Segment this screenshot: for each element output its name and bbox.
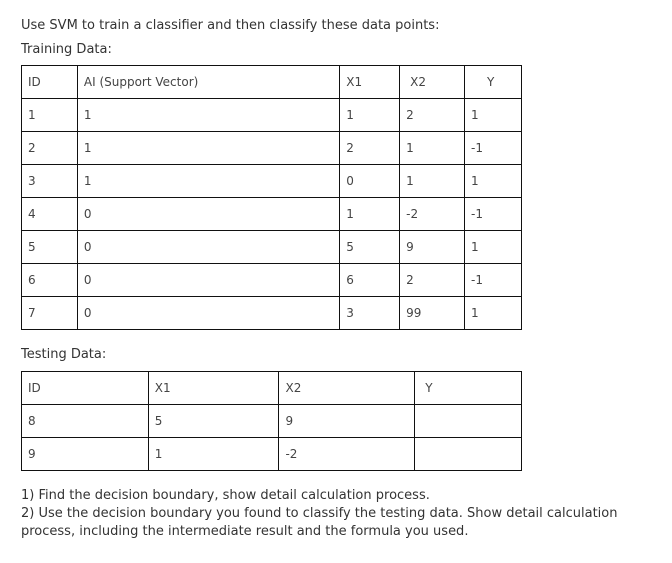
cell-y: 1 xyxy=(465,165,522,198)
header-id: ID xyxy=(22,66,78,99)
header-ai: AI (Support Vector) xyxy=(77,66,339,99)
table-row xyxy=(22,198,522,231)
header-id: ID xyxy=(22,372,149,405)
cell-y: -1 xyxy=(465,132,522,165)
cell-y: 1 xyxy=(465,297,522,330)
question-1: 1) Find the decision boundary, show detail calculation process. xyxy=(21,488,430,503)
header-x1: X1 xyxy=(148,372,279,405)
cell-x2: 2 xyxy=(400,99,465,132)
intro-text: Use SVM to train a classifier and then classify these data points: xyxy=(21,18,440,33)
header-x2: X2 xyxy=(279,372,415,405)
question-2: 2) Use the decision boundary you found to classify the testing data. Show detail calculation process, including the intermediate result and the formula you used. xyxy=(21,506,618,539)
cell-ai: 0 xyxy=(77,297,339,330)
cell-x1: 3 xyxy=(340,297,400,330)
testing-title: Testing Data: xyxy=(21,347,107,362)
header-x1: X1 xyxy=(340,66,400,99)
testing-header-row xyxy=(22,372,522,405)
table-row xyxy=(22,297,522,330)
cell-id: 7 xyxy=(22,297,78,330)
cell-ai: 1 xyxy=(77,99,339,132)
table-row xyxy=(22,405,522,438)
cell-x2: -2 xyxy=(279,438,415,471)
cell-x1: 0 xyxy=(340,165,400,198)
cell-ai: 0 xyxy=(77,198,339,231)
cell-x2: 99 xyxy=(400,297,465,330)
cell-x1: 1 xyxy=(340,198,400,231)
cell-x2: 9 xyxy=(279,405,415,438)
cell-x2: 1 xyxy=(400,132,465,165)
table-row xyxy=(22,231,522,264)
cell-id: 9 xyxy=(22,438,149,471)
cell-x1: 6 xyxy=(340,264,400,297)
table-row xyxy=(22,99,522,132)
cell-y: -1 xyxy=(465,264,522,297)
testing-table xyxy=(21,371,522,471)
table-row xyxy=(22,438,522,471)
header-y: Y xyxy=(465,66,522,99)
cell-ai: 0 xyxy=(77,231,339,264)
cell-id: 2 xyxy=(22,132,78,165)
cell-x1: 5 xyxy=(148,405,279,438)
cell-id: 8 xyxy=(22,405,149,438)
cell-y: 1 xyxy=(465,231,522,264)
cell-ai: 0 xyxy=(77,264,339,297)
cell-id: 6 xyxy=(22,264,78,297)
header-y: Y xyxy=(415,372,522,405)
cell-ai: 1 xyxy=(77,165,339,198)
cell-y: -1 xyxy=(465,198,522,231)
cell-y: 1 xyxy=(465,99,522,132)
cell-x1: 5 xyxy=(340,231,400,264)
cell-x1: 1 xyxy=(340,99,400,132)
header-x2: X2 xyxy=(400,66,465,99)
cell-y xyxy=(415,438,522,471)
cell-id: 3 xyxy=(22,165,78,198)
cell-y xyxy=(415,405,522,438)
cell-x1: 2 xyxy=(340,132,400,165)
table-row xyxy=(22,165,522,198)
cell-x2: 9 xyxy=(400,231,465,264)
cell-x1: 1 xyxy=(148,438,279,471)
training-table xyxy=(21,65,522,330)
table-row xyxy=(22,132,522,165)
training-header-row xyxy=(22,66,522,99)
cell-x2: 1 xyxy=(400,165,465,198)
cell-id: 1 xyxy=(22,99,78,132)
cell-id: 5 xyxy=(22,231,78,264)
table-row xyxy=(22,264,522,297)
cell-x2: -2 xyxy=(400,198,465,231)
cell-id: 4 xyxy=(22,198,78,231)
training-title: Training Data: xyxy=(21,42,112,57)
cell-x2: 2 xyxy=(400,264,465,297)
cell-ai: 1 xyxy=(77,132,339,165)
